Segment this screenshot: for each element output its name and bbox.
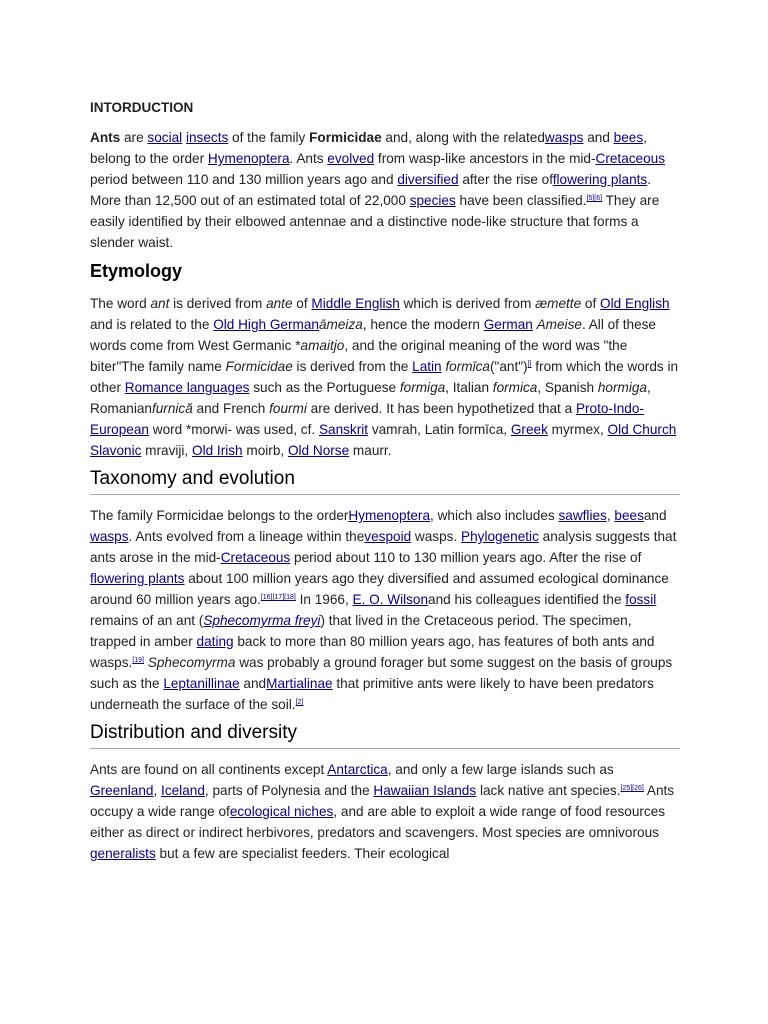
link-sphecomyrma-freyi[interactable]: Sphecomyrma freyi — [203, 613, 321, 628]
link-antarctica[interactable]: Antarctica — [327, 762, 388, 777]
link-old-church-slavonic[interactable]: Old Church Slavonic — [90, 422, 677, 458]
link-evolved[interactable]: evolved — [327, 151, 375, 166]
intro-title: INTORDUCTION — [90, 100, 194, 115]
link-old-high-german[interactable]: Old High German — [213, 317, 319, 332]
link-wasps[interactable]: wasps — [544, 130, 584, 145]
link-middle-english[interactable]: Middle English — [311, 296, 400, 311]
reference-citation[interactable]: [] — [527, 361, 532, 368]
link-german[interactable]: German — [483, 317, 533, 332]
link-old-norse[interactable]: Old Norse — [287, 443, 350, 458]
link-sanskrit[interactable]: Sanskrit — [318, 422, 369, 437]
link-hymenoptera[interactable]: Hymenoptera — [207, 151, 290, 166]
link-diversified[interactable]: diversified — [397, 172, 459, 187]
article — [90, 96, 680, 870]
bold-formicidae: Formicidae — [309, 130, 382, 145]
link-phylogenetic[interactable]: Phylogenetic — [461, 529, 539, 544]
intro-paragraph: Ants are social insects of the family Formicidae and, along with the relatedwasps and bees, belong to the order Hymenoptera. Ants evolved from wasp-like ancestors in the mid-Cretaceous period between 110 and 130 million years ago and diversified after the rise offlowering plants. More than 12,500 out of an estimated total of 22,000 species have been classified.[5][6] They are easily identified by their elbowed antennae and a distinctive node-like structure that forms a slender waist. — [90, 130, 666, 250]
reference-citation[interactable]: [16][17][18] — [260, 594, 296, 601]
taxonomy-heading: Taxonomy and evolution — [90, 467, 680, 495]
link-old-english[interactable]: Old English — [600, 296, 670, 311]
link-flowering-plants[interactable]: flowering plants — [90, 571, 185, 586]
link-bees[interactable]: bees — [614, 508, 644, 523]
link-species[interactable]: species — [409, 193, 456, 208]
etymology-heading: Etymology — [90, 261, 183, 281]
link-iceland[interactable]: Iceland — [161, 783, 205, 798]
link-greenland[interactable]: Greenland — [90, 783, 154, 798]
link-hymenoptera[interactable]: Hymenoptera — [348, 508, 431, 523]
link-eo-wilson[interactable]: E. O. Wilson — [352, 592, 429, 607]
link-greek[interactable]: Greek — [510, 422, 548, 437]
link-cretaceous[interactable]: Cretaceous — [220, 550, 291, 565]
link-social[interactable]: social — [147, 130, 183, 145]
link-flowering-plants[interactable]: flowering plants — [552, 172, 648, 187]
link-martialinae[interactable]: Martialinae — [266, 676, 333, 691]
reference-citation[interactable]: [19] — [132, 657, 144, 664]
distribution-heading: Distribution and diversity — [90, 721, 680, 749]
link-dating[interactable]: dating — [196, 634, 234, 649]
link-vespoid[interactable]: vespoid — [364, 529, 412, 544]
link-fossil[interactable]: fossil — [625, 592, 657, 607]
etymology-paragraph: The word ant is derived from ante of Middle English which is derived from æmette of Old English and is related to the Old High Germanāmeiza, hence the modern German Ameise. All of these words come from West Germanic *amaitjo, and the original meaning of the word was "the biter"The family name Formicidae is derived from the Latin formīca("ant")[] from which the words in other Romance languages such as the Portuguese formiga, Italian formica, Spanish hormiga, Romanianfurnică and French fourmi are derived. It has been hypothetized that a Proto-Indo-European word *morwi- was used, cf. Sanskrit vamrah, Latin formīca, Greek myrmex, Old Church Slavonic mraviji, Old Irish moirb, Old Norse maurr. — [90, 296, 679, 458]
link-bees[interactable]: bees — [613, 130, 644, 145]
link-generalists[interactable]: generalists — [90, 846, 156, 861]
link-cretaceous[interactable]: Cretaceous — [595, 151, 666, 166]
reference-citation[interactable]: [5][6] — [586, 195, 603, 202]
link-insects[interactable]: insects — [185, 130, 229, 145]
link-hawaiian-islands[interactable]: Hawaiian Islands — [373, 783, 477, 798]
bold-ants: Ants — [90, 130, 121, 145]
reference-citation[interactable]: [25][26] — [620, 785, 644, 792]
link-latin[interactable]: Latin — [412, 359, 442, 374]
link-wasps[interactable]: wasps — [90, 529, 129, 544]
link-sawflies[interactable]: sawflies — [558, 508, 607, 523]
link-romance-languages[interactable]: Romance languages — [124, 380, 250, 395]
taxonomy-paragraph: The family Formicidae belongs to the orderHymenoptera, which also includes sawflies, beesand wasps. Ants evolved from a lineage within thevespoid wasps. Phylogenetic analysis suggests that ants arose in the mid-Cretaceous period about 110 to 130 million years ago. After the rise of flowering plants about 100 million years ago they diversified and assumed ecological dominance around 60 million years ago.[16][17][18] In 1966, E. O. Wilsonand his colleagues identified the fossil remains of an ant (Sphecomyrma freyi) that lived in the Cretaceous period. The specimen, trapped in amber dating back to more than 80 million years ago, has features of both ants and wasps.[19] Sphecomyrma was probably a ground forager but some suggest on the basis of groups such as the Leptanillinae andMartialinae that primitive ants were likely to have been predators underneath the surface of the soil.[2] — [90, 508, 677, 712]
distribution-paragraph: Ants are found on all continents except Antarctica, and only a few large islands such as Greenland, Iceland, parts of Polynesia and the Hawaiian Islands lack native ant species.[25][26] Ants occupy a wide range ofecological niches, and are able to exploit a wide range of food resources either as direct or indirect herbivores, predators and scavengers. Most species are omnivorous generalists but a few are specialist feeders. Their ecological — [90, 762, 675, 861]
link-old-irish[interactable]: Old Irish — [192, 443, 243, 458]
link-proto-indo-european[interactable]: Proto-Indo-European — [90, 401, 644, 437]
link-leptanillinae[interactable]: Leptanillinae — [163, 676, 240, 691]
reference-citation[interactable]: [2] — [295, 699, 304, 706]
link-ecological-niches[interactable]: ecological niches — [229, 804, 334, 819]
